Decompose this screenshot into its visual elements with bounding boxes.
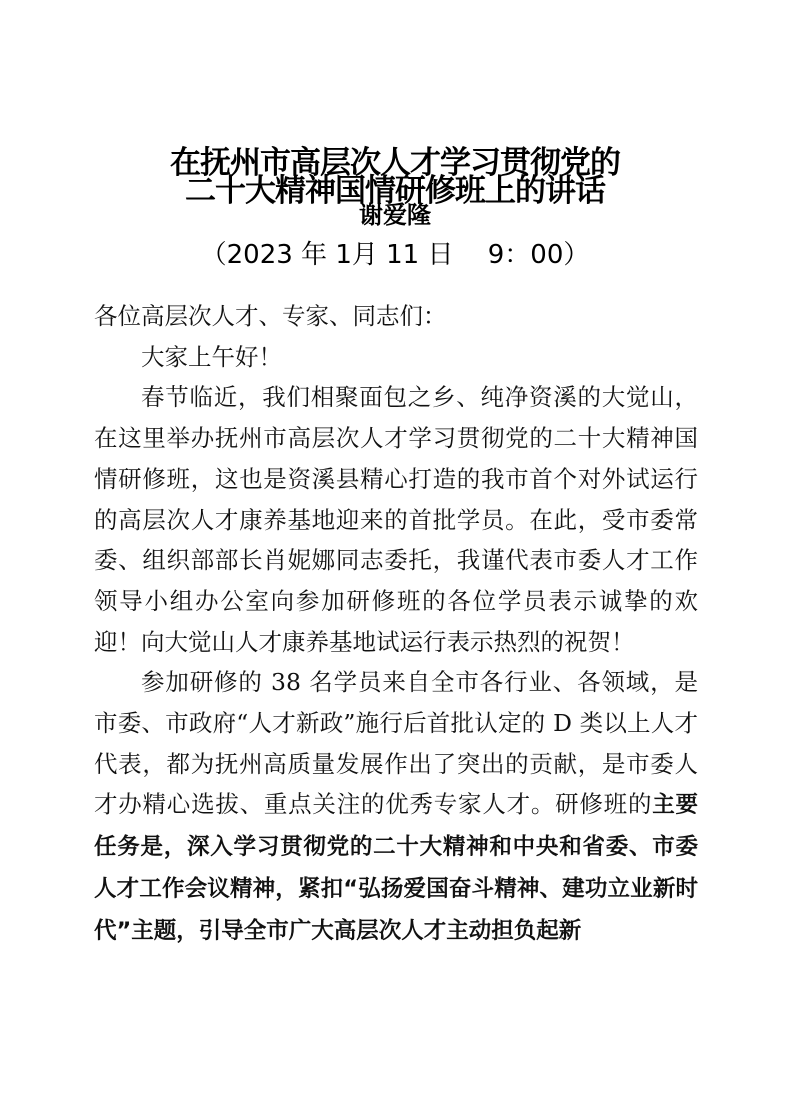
paragraph-2 xyxy=(94,662,698,951)
speaker-name: 谢爱隆 xyxy=(359,201,431,229)
paragraph-2-regular-text: 参加研修的 38 名学员来自全市各行业、各领域，是市委、市政府“人才新政”施行后首批认定的 D 类以上人才代表，都为抚州高质量发展作出了突出的贡献，是市委人才办精心选拔、重点关注的优秀专家人才。研修班的 xyxy=(94,668,698,819)
speech-title-line-1: 在抚州市高层次人才学习贯彻党的 xyxy=(170,145,620,181)
speech-body xyxy=(94,296,698,951)
salutation: 各位高层次人才、专家、同志们： xyxy=(94,302,447,330)
paragraph-1: 春节临近，我们相聚面包之乡、纯净资溪的大觉山，在这里举办抚州市高层次人才学习贯彻党的二十大精神国情研修班，这也是资溪县精心打造的我市首个对外试运行的高层次人才康养基地迎来的首批学员。在此，受市委常委、组织部部长肖妮娜同志委托，我谨代表市委人才工作领导小组办公室向参加研修班的各位学员表示诚挚的欢迎！向大觉山人才康养基地试运行表示热烈的祝贺！ xyxy=(94,383,698,656)
speech-date: （2023 年 1月 11 日 9：00） xyxy=(200,240,590,270)
greeting: 大家上午好！ xyxy=(141,342,282,371)
paragraph-2-bold-text: 主要任务是，深入学习贯彻党的二十大精神和中央和省委、市委人才工作会议精神，紧扣“弘扬爱国奋斗精神、建功立业新时代”主题，引导全市广大高层次人才主动担负起新 xyxy=(94,792,698,944)
speech-title-line-2: 二十大精神国情研修班上的讲话 xyxy=(185,173,605,209)
